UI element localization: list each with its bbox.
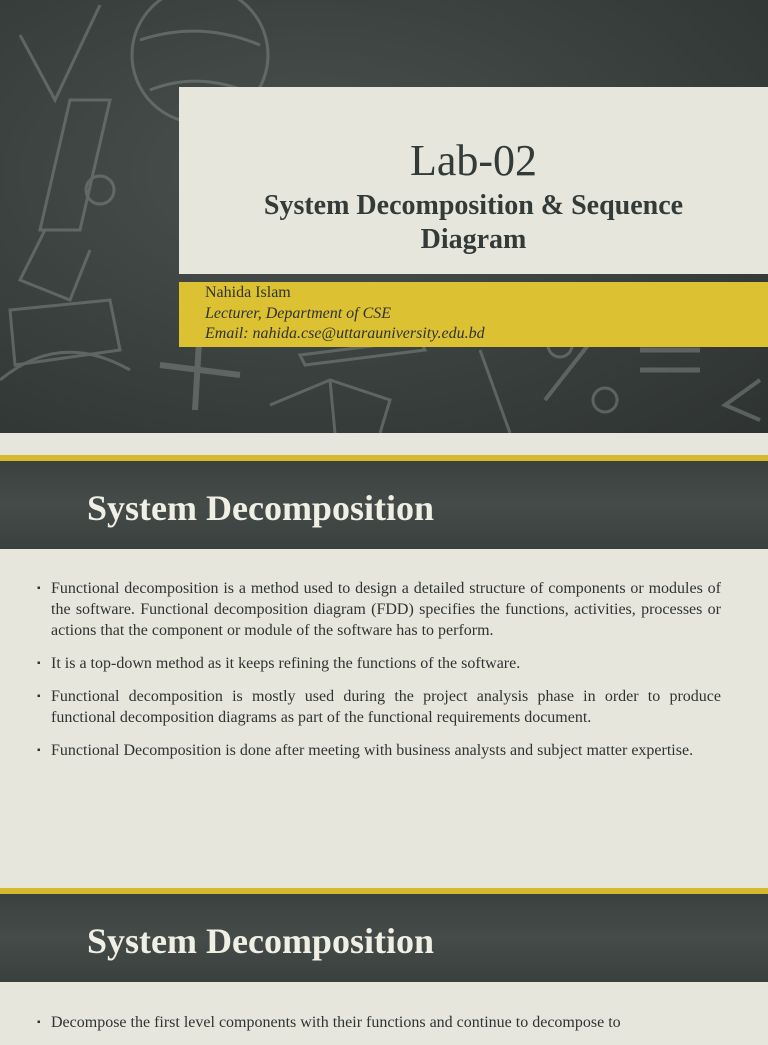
bullet-item: ▪ Decompose the first level components with their functions and continue to decompose to bbox=[37, 1014, 621, 1031]
slide-title: Lab-02 bbox=[409, 136, 538, 185]
slide-2-bullet-list bbox=[37, 578, 721, 773]
slide-gap bbox=[0, 433, 768, 455]
slide-2-heading: System Decomposition bbox=[87, 488, 434, 528]
slide-3-header bbox=[0, 888, 768, 982]
bullet-icon: ▪ bbox=[37, 658, 41, 669]
bullet-item: ▪ Functional decomposition is mostly used during the project analysis phase in order to produce functional decomposition diagrams as part of the functional requirements document. bbox=[37, 688, 721, 726]
title-slide bbox=[0, 0, 768, 433]
slide-2-header bbox=[0, 455, 768, 549]
author-band bbox=[179, 282, 768, 347]
bullet-icon: ▪ bbox=[37, 745, 41, 756]
author-role: Lecturer, Department of CSE bbox=[205, 304, 392, 322]
slide-3-heading: System Decomposition bbox=[87, 921, 434, 961]
bullet-icon: ▪ bbox=[37, 583, 41, 594]
slide-3-bullet-list bbox=[37, 1012, 721, 1045]
bullet-icon: ▪ bbox=[37, 691, 41, 702]
bullet-item: ▪ Functional Decomposition is done after meeting with business analysts and subject matter expertise. bbox=[37, 742, 694, 759]
author-name: Nahida Islam bbox=[205, 284, 291, 301]
bullet-item: ▪ It is a top-down method as it keeps refining the functions of the software. bbox=[37, 655, 521, 672]
title-box bbox=[179, 87, 768, 274]
author-email: Email: nahida.cse@uttarauniversity.edu.bd bbox=[205, 325, 485, 342]
bullet-item: ▪ Functional decomposition is a method used to design a detailed structure of components or modules of the software. Functional decomposition diagram (FDD) specifies the functions, activities, processes or actions that the component or module of the software has to perform. bbox=[37, 580, 721, 639]
bullet-icon: ▪ bbox=[37, 1017, 41, 1028]
slide-subtitle: System Decomposition & Sequence Diagram bbox=[263, 190, 684, 255]
